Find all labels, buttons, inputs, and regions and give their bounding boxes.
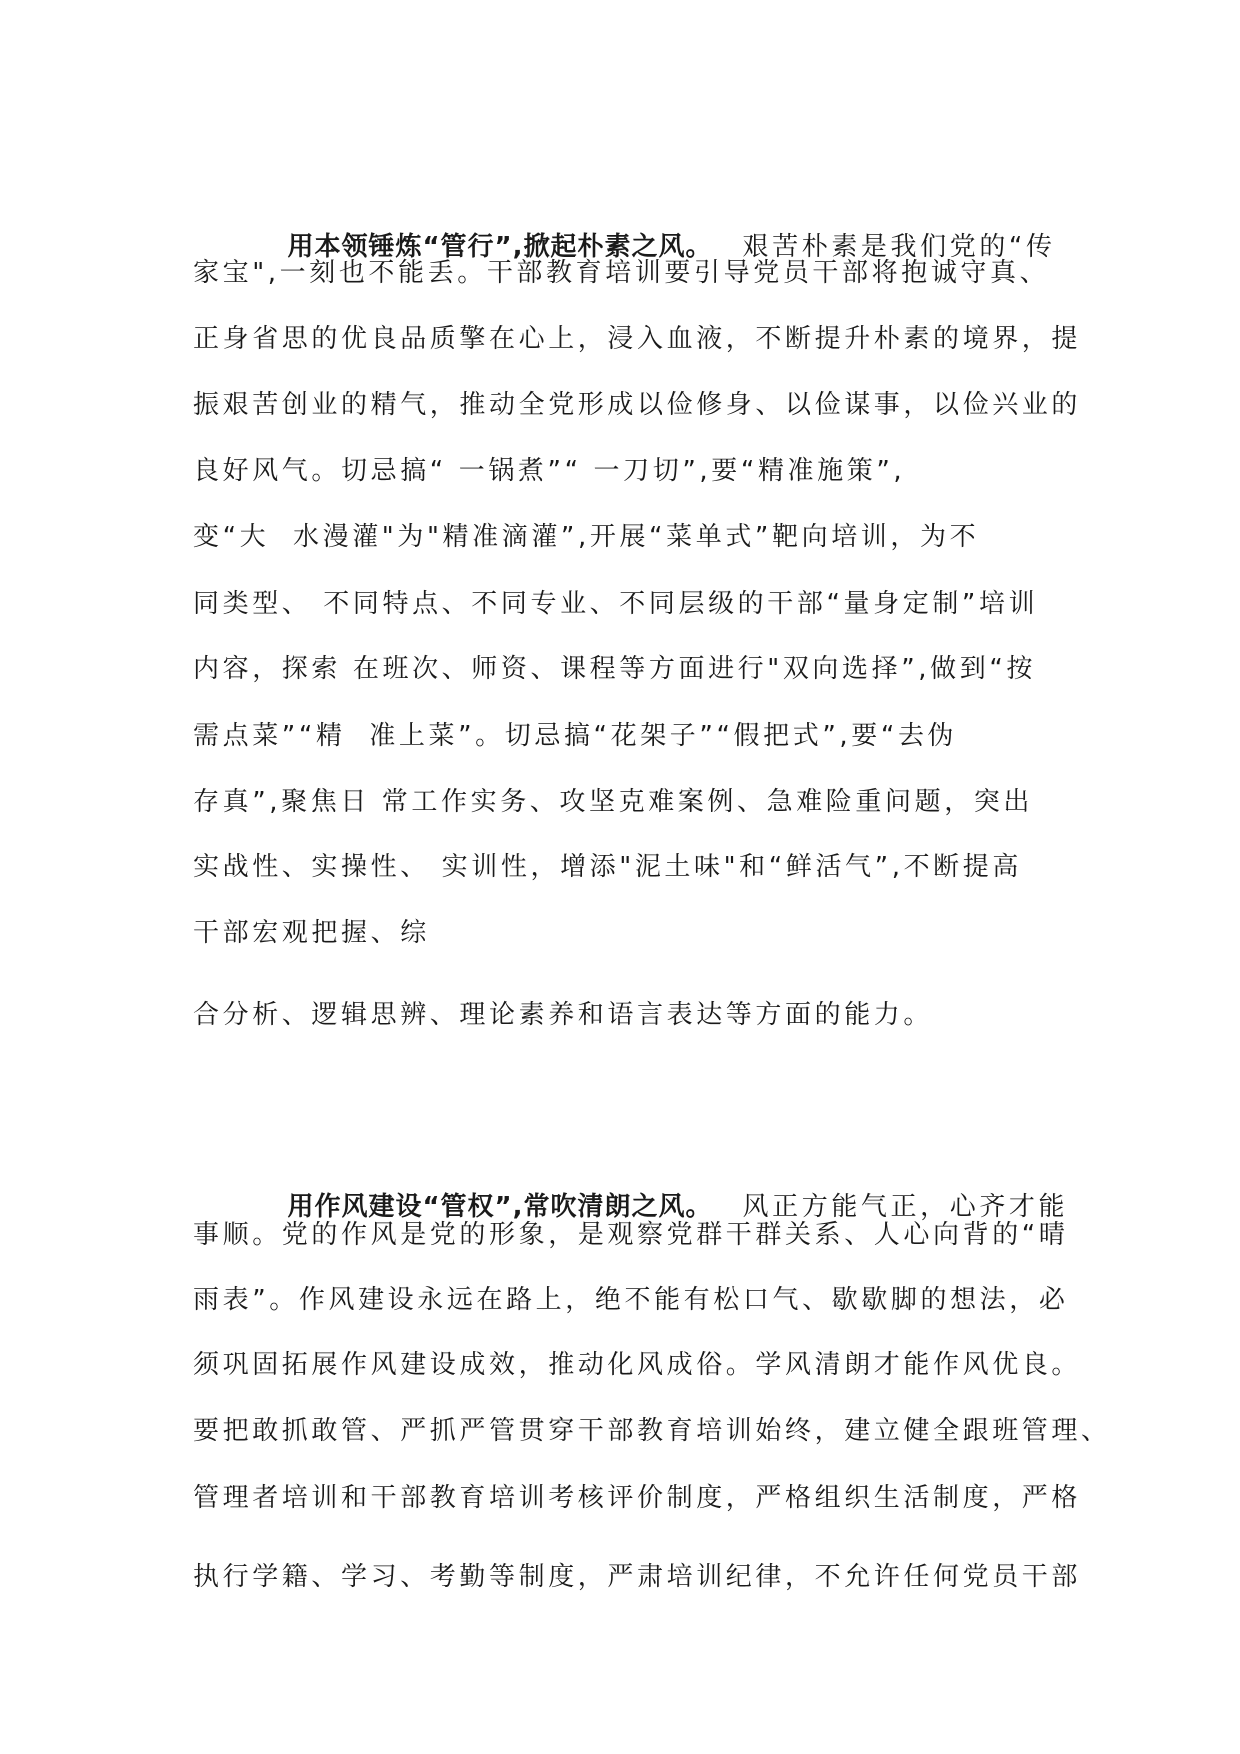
paragraph-line: 实战性、实操性、 实训性，增添"泥土味"和“鲜活气”,不断提高 <box>193 852 1022 882</box>
paragraph-line: 合分析、逻辑思辨、理论素养和语言表达等方面的能力。 <box>193 1000 934 1030</box>
paragraph-line: 正身省思的优良品质擎在心上，浸入血液，不断提升朴素的境界，提 <box>193 324 1082 354</box>
section1-lead-text: 艰苦朴素是我们党的“传 <box>742 232 1056 262</box>
section1-heading: 用本领锤炼“管行”,掀起朴素之风。 <box>287 232 713 262</box>
section2-heading: 用作风建设“管权”,常吹清朗之风。 <box>287 1192 713 1222</box>
paragraph-line: 变“大 水漫灌"为"精准滴灌”,开展“菜单式”靶向培训，为不 <box>193 522 980 552</box>
paragraph-line: 内容，探索 在班次、师资、课程等方面进行"双向选择”,做到“按 <box>193 654 1037 684</box>
paragraph-line: 良好风气。切忌搞“ 一锅煮”“ 一刀切”,要“精准施策”, <box>193 456 906 486</box>
paragraph-line: 管理者培训和干部教育培训考核评价制度，严格组织生活制度，严格 <box>193 1483 1082 1513</box>
paragraph-line: 执行学籍、学习、考勤等制度，严肃培训纪律，不允许任何党员干部 <box>193 1562 1082 1592</box>
paragraph-line: 干部宏观把握、综 <box>193 918 430 948</box>
paragraph-line: 存真”,聚焦日 常工作实务、攻坚克难案例、急难险重问题，突出 <box>193 787 1033 817</box>
paragraph-line: 同类型、 不同特点、不同专业、不同层级的干部“量身定制”培训 <box>193 589 1039 619</box>
paragraph-line: 振艰苦创业的精气，推动全党形成以俭修身、以俭谋事，以俭兴业的 <box>193 390 1082 420</box>
paragraph-line: 须巩固拓展作风建设成效，推动化风成俗。学风清朗才能作风优良。 <box>193 1350 1082 1380</box>
paragraph-line: 需点菜”“精 准上菜”。切忌搞“花架子”“假把式”,要“去伪 <box>193 721 958 751</box>
paragraph-line: 事顺。党的作风是党的形象，是观察党群干群关系、人心向背的“晴 <box>193 1220 1069 1250</box>
paragraph-line: 要把敢抓敢管、严抓严管贯穿干部教育培训始终，建立健全跟班管理、 <box>193 1416 1111 1446</box>
paragraph-line: 雨表”。作风建设永远在路上，绝不能有松口气、歇歇脚的想法，必 <box>193 1285 1069 1315</box>
section2-lead-text: 风正方能气正，心齐才能 <box>742 1192 1069 1222</box>
paragraph-line: 家宝",一刻也不能丢。干部教育培训要引导党员干部将抱诚守真、 <box>193 258 1050 288</box>
